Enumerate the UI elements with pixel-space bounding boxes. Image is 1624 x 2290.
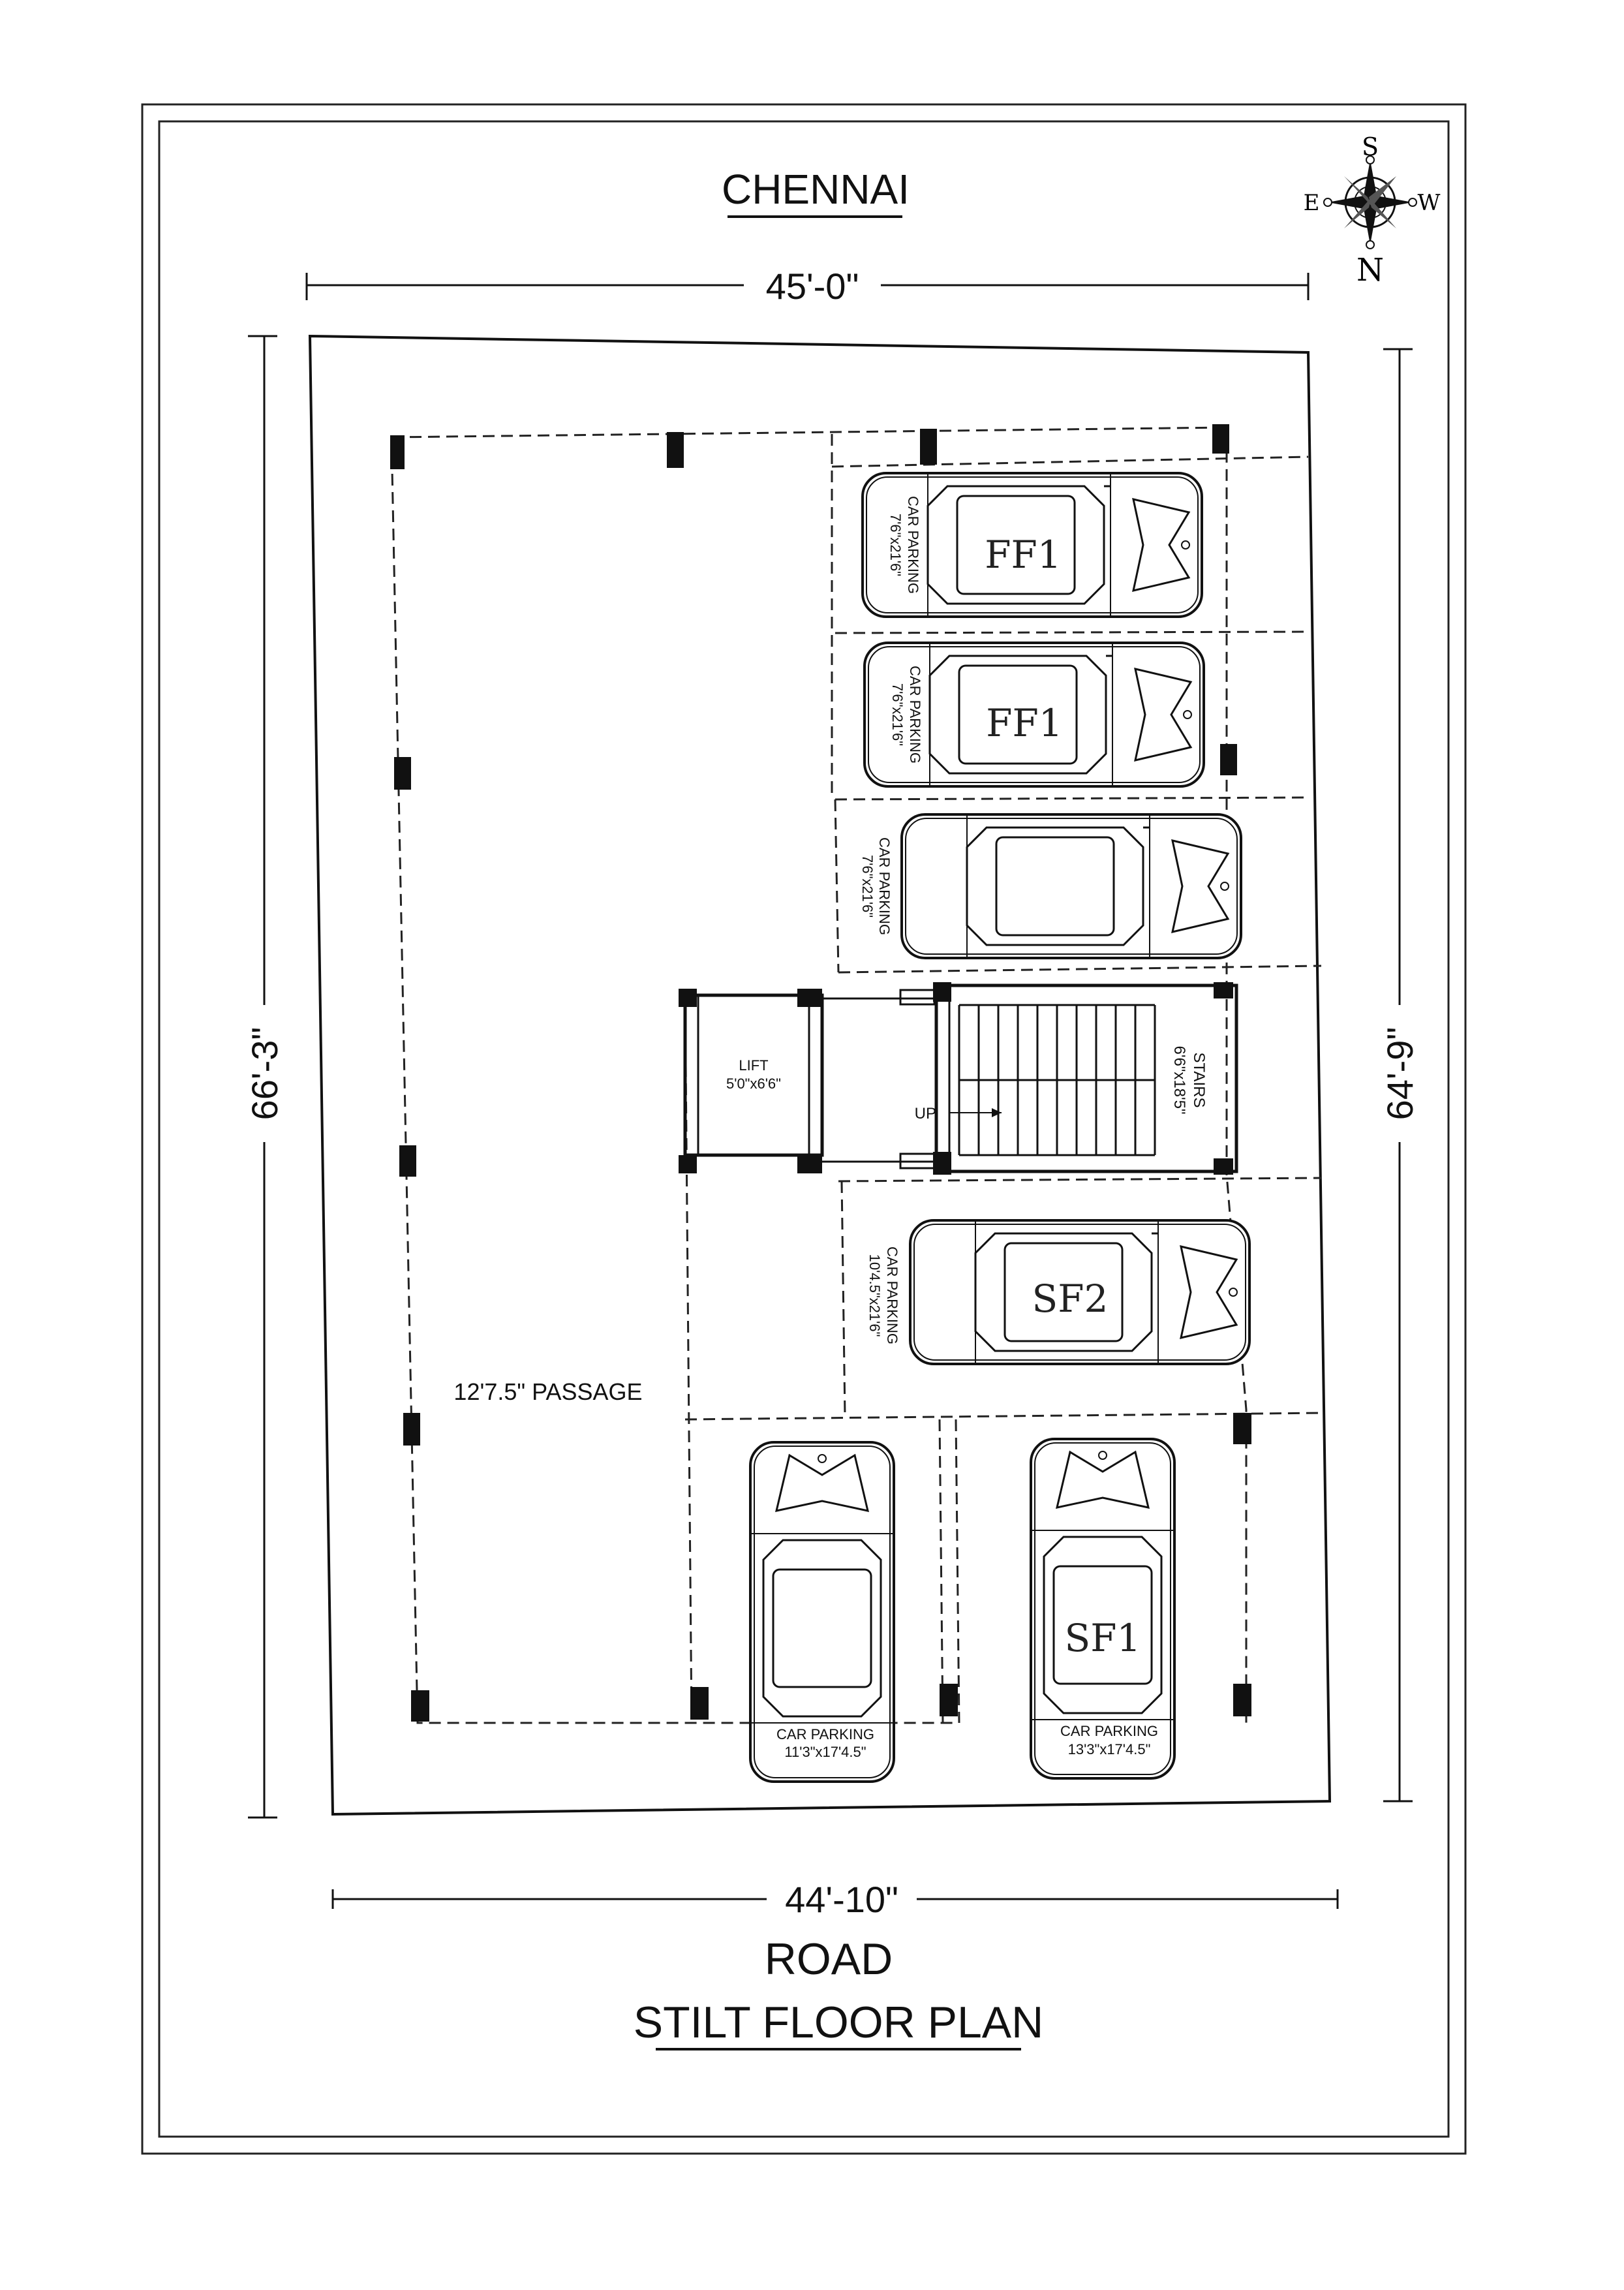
compass-north-label: N <box>1356 252 1384 288</box>
stairs-direction: UP <box>914 1105 936 1122</box>
parking-1-tag: FF1 <box>985 533 1062 577</box>
outer-frame <box>142 104 1465 2154</box>
parking-6-label: CAR PARKING <box>1060 1723 1158 1739</box>
lift-shaft <box>679 989 936 1173</box>
parking-1-label: CAR PARKING <box>905 496 921 594</box>
parking-4-tag: SF2 <box>1032 1277 1109 1321</box>
parking-5-size: 11'3"x17'4.5" <box>784 1744 866 1760</box>
compass-west-label: W <box>1417 190 1441 216</box>
parking-2-tag: FF1 <box>986 701 1063 745</box>
parking-6-tag: SF1 <box>1064 1616 1141 1660</box>
parking-1-size: 7'6"x21'6" <box>887 513 904 577</box>
passage-label: 12'7.5" PASSAGE <box>453 1378 643 1405</box>
parking-2-size: 7'6"x21'6" <box>889 683 906 747</box>
dimension-left-label: 66'-3" <box>244 1027 285 1121</box>
city-title: CHENNAI <box>721 166 910 213</box>
stairs-label: STAIRS <box>1190 1052 1208 1108</box>
dimension-bottom-label: 44'-10" <box>785 1879 898 1920</box>
stairs-size: 6'6"x18'5" <box>1171 1045 1188 1115</box>
parking-5-label: CAR PARKING <box>776 1726 874 1742</box>
compass-rose-icon <box>1324 156 1417 249</box>
dimension-top-label: 45'-0" <box>765 266 859 307</box>
lift-size: 5'0"x6'6" <box>726 1075 781 1092</box>
compass-east-label: E <box>1303 190 1320 216</box>
parking-4-label: CAR PARKING <box>884 1246 900 1344</box>
dimension-right-label: 64'-9" <box>1379 1027 1420 1121</box>
car-icon-slot-3 <box>902 814 1241 958</box>
compass-south-label: S <box>1361 132 1379 161</box>
parking-2-label: CAR PARKING <box>907 666 923 764</box>
parking-3-label: CAR PARKING <box>876 837 893 935</box>
road-label: ROAD <box>764 1934 893 1984</box>
plan-title: STILT FLOOR PLAN <box>633 1998 1044 2047</box>
parking-3-size: 7'6"x21'6" <box>859 854 876 918</box>
parking-4-size: 10'4.5"x21'6" <box>866 1254 883 1337</box>
inner-frame <box>159 121 1448 2137</box>
parking-6-size: 13'3"x17'4.5" <box>1067 1741 1151 1757</box>
lift-label: LIFT <box>739 1057 769 1074</box>
